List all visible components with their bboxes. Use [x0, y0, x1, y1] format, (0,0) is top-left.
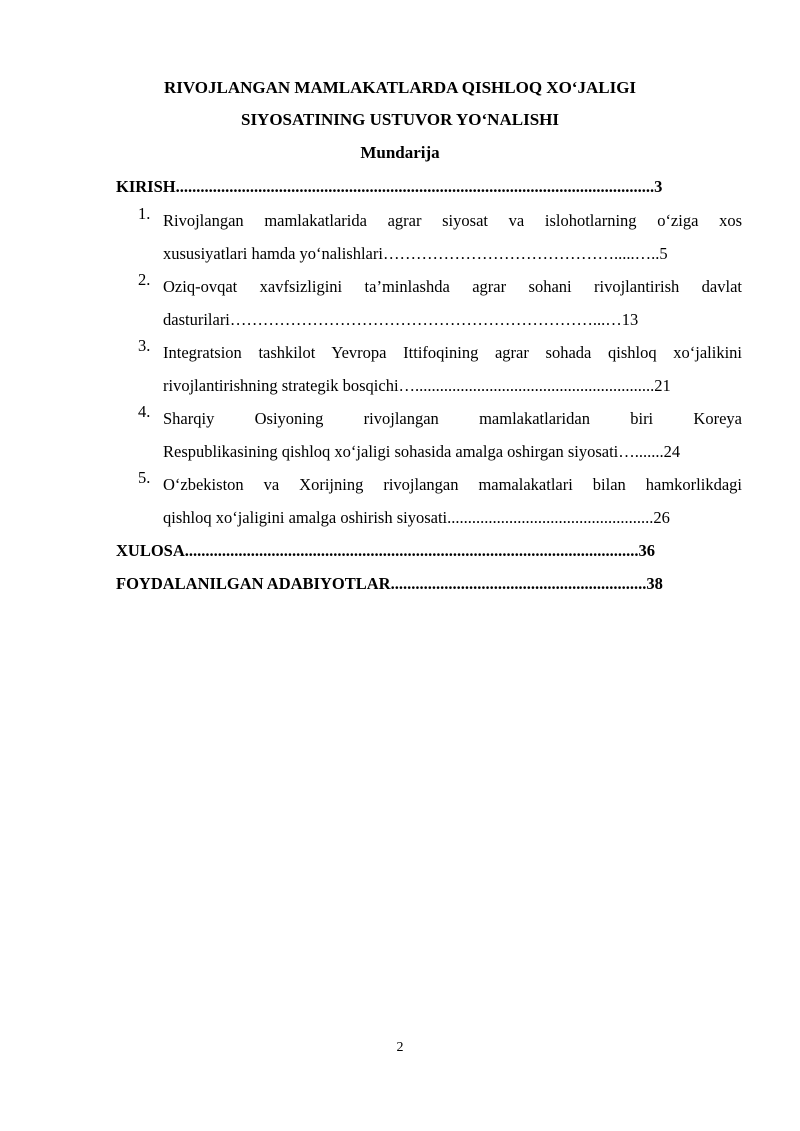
toc-item-text-line-2: rivojlantirishning strategik bosqichi…..........................................................21: [163, 376, 671, 395]
toc-item-text-line-2: dasturilari…………………………………………………………...…13: [163, 310, 639, 329]
toc-item-number: 2.: [138, 270, 151, 289]
toc-item-4: [116, 402, 742, 468]
toc-entry-references: FOYDALANILGAN ADABIYOTLAR..............................................................38: [116, 574, 663, 593]
toc-entry-intro: KIRISH....................................................................................................................3: [116, 177, 663, 196]
contents-heading: Mundarija: [360, 143, 440, 162]
toc-item-number: 3.: [138, 336, 151, 355]
toc-item-3: [116, 336, 742, 402]
document-title-line-2: SIYOSATINING USTUVOR YO‘NALISHI: [240, 110, 559, 129]
toc-entry-conclusion: XULOSA..............................................................................................................36: [116, 541, 656, 560]
toc-item-1: [116, 204, 742, 270]
toc-item-text-line-1: Sharqiy Osiyoning rivojlangan mamlakatlaridan biri Koreya: [163, 409, 742, 428]
page-number: 2: [396, 1040, 404, 1055]
toc-item-5: [116, 468, 742, 534]
toc-item-text-line-1: Integratsion tashkilot Yevropa Ittifoqining agrar sohada qishloq xo‘jalikini: [163, 343, 742, 362]
table-of-contents: [116, 175, 742, 600]
toc-item-2: [116, 270, 742, 336]
toc-item-text-line-2: Respublikasining qishloq xo‘jaligi sohasida amalga oshirgan siyosati….......24: [163, 442, 681, 461]
toc-item-text-line-1: O‘zbekiston va Xorijning rivojlangan mamalakatlari bilan hamkorlikdagi: [163, 475, 742, 494]
toc-item-text-line-1: Rivojlangan mamlakatlarida agrar siyosat va islohotlarning o‘ziga xos: [163, 211, 742, 230]
toc-item-number: 1.: [138, 204, 151, 223]
document-title-line-1: RIVOJLANGAN MAMLAKATLARDA QISHLOQ XO‘JALIGI: [163, 78, 637, 97]
toc-item-number: 5.: [138, 468, 151, 487]
toc-item-text-line-2: xususiyatlari hamda yo‘nalishlari…………………………………….....…..5: [163, 244, 668, 263]
toc-item-number: 4.: [138, 402, 151, 421]
toc-item-text-line-2: qishloq xo‘jaligini amalga oshirish siyosati..................................................26: [163, 508, 670, 527]
toc-item-text-line-1: Oziq-ovqat xavfsizligini ta’minlashda agrar sohani rivojlantirish davlat: [163, 277, 742, 296]
